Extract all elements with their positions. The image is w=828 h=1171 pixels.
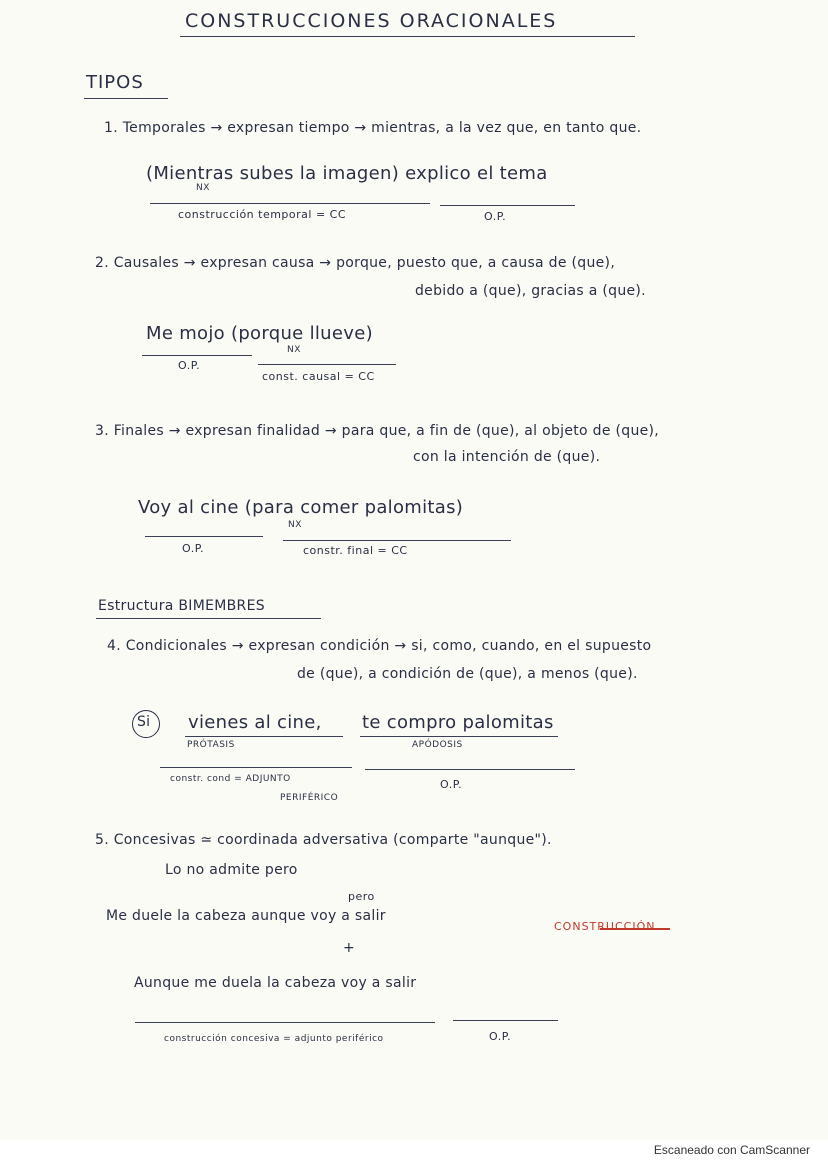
causales-definition: 2. Causales → expresan causa → porque, puesto que, a causa de (que), — [95, 255, 616, 271]
temporales-nx: NX — [196, 183, 210, 193]
apodosis-label: APÓDOSIS — [412, 740, 463, 750]
bimembres-underline — [96, 618, 321, 619]
finales-label-left: O.P. — [182, 542, 205, 555]
finales-definition: 3. Finales → expresan finalidad → para que, a fin de (que), al objeto de (que), — [95, 423, 660, 439]
causales-nx: NX — [287, 345, 301, 355]
causales-bracket-left — [142, 355, 252, 356]
concesivas-note: Lo no admite pero — [165, 862, 298, 878]
condicionales-bracket-left — [160, 767, 352, 768]
tipos-underline — [84, 98, 168, 99]
tipos-heading: TIPOS — [86, 72, 144, 93]
concesivas-sentence-2: Aunque me duela la cabeza voy a salir — [134, 975, 417, 991]
causales-bracket-right — [258, 364, 396, 365]
temporales-bracket-right — [440, 205, 575, 206]
temporales-definition: 1. Temporales → expresan tiempo → mientras, a la vez que, en tanto que. — [104, 120, 642, 136]
concesivas-crossed-word: CONSTRUCCIÓN — [554, 920, 656, 933]
page-title: CONSTRUCCIONES ORACIONALES — [185, 10, 558, 32]
concesivas-bracket-left — [135, 1022, 435, 1023]
causales-definition-cont: debido a (que), gracias a (que). — [415, 283, 646, 299]
concesivas-plus: + — [343, 940, 356, 956]
apodosis-underline — [360, 736, 558, 737]
title-underline — [180, 36, 635, 37]
concesivas-label-right: O.P. — [489, 1030, 512, 1043]
finales-bracket-right — [283, 540, 511, 541]
protasis-underline — [185, 736, 343, 737]
finales-example: Voy al cine (para comer palomitas) — [138, 497, 464, 518]
temporales-example: (Mientras subes la imagen) explico el tema — [146, 163, 548, 184]
concesivas-label-left: construcción concesiva = adjunto periférico — [164, 1034, 384, 1044]
temporales-bracket-left — [150, 203, 430, 204]
condicionales-label-left: constr. cond = ADJUNTO — [170, 774, 291, 784]
temporales-label-right: O.P. — [484, 210, 507, 223]
concesivas-sentence-1: Me duele la cabeza aunque voy a salir — [106, 908, 386, 924]
protasis-label: PRÓTASIS — [187, 740, 235, 750]
scanner-watermark: Escaneado con CamScanner — [653, 1143, 810, 1157]
red-strikethrough — [600, 928, 670, 930]
condicionales-bracket-right — [365, 769, 575, 770]
condicionales-example-protasis: vienes al cine, — [188, 712, 322, 733]
condicionales-definition: 4. Condicionales → expresan condición → si, como, cuando, en el supuesto — [107, 638, 652, 654]
concesivas-definition: 5. Concesivas ≃ coordinada adversativa (comparte "aunque"). — [95, 832, 552, 848]
condicionales-definition-cont: de (que), a condición de (que), a menos (que). — [297, 666, 638, 682]
finales-definition-cont: con la intención de (que). — [413, 449, 601, 465]
condicionales-label-left-cont: PERIFÉRICO — [280, 793, 339, 803]
bimembres-heading: Estructura BIMEMBRES — [98, 598, 265, 614]
condicionales-example-apodosis: te compro palomitas — [362, 712, 554, 733]
condicionales-label-right: O.P. — [440, 778, 463, 791]
causales-example: Me mojo (porque llueve) — [146, 323, 373, 344]
finales-label-right: constr. final = CC — [303, 544, 408, 557]
causales-label-right: const. causal = CC — [262, 370, 375, 383]
temporales-label-left: construcción temporal = CC — [178, 208, 347, 221]
causales-label-left: O.P. — [178, 359, 201, 372]
concesivas-pero-above: pero — [348, 890, 375, 903]
condicionales-circled-si: Si — [137, 714, 151, 730]
finales-bracket-left — [145, 536, 263, 537]
concesivas-bracket-right — [453, 1020, 558, 1021]
finales-nx: NX — [288, 520, 302, 530]
